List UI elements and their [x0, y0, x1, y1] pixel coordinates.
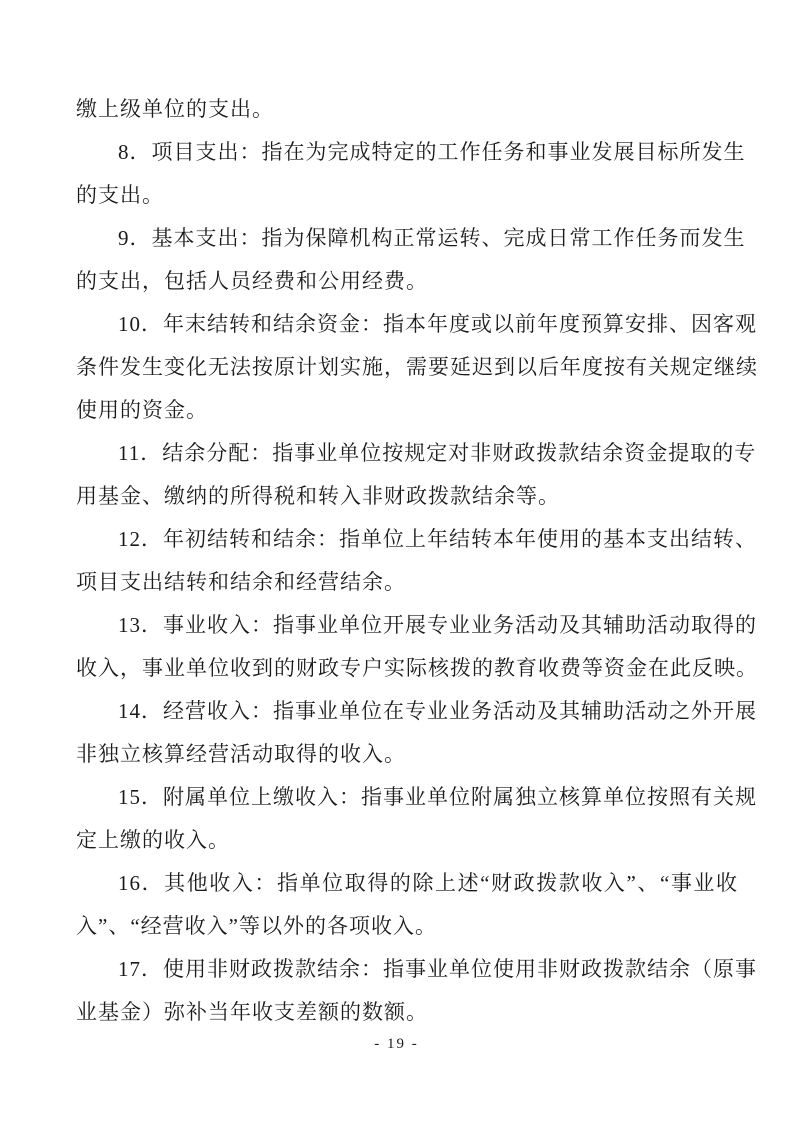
paragraph — [76, 776, 757, 862]
paragraph — [76, 604, 758, 690]
text-line: 8．项目支出：指在为完成特定的工作任务和事业发展目标所发生 — [118, 140, 746, 164]
paragraph — [76, 862, 738, 948]
text-line: 13．事业收入：指事业单位开展专业业务活动及其辅助活动取得的 — [118, 613, 757, 637]
text-line: 的支出，包括人员经费和公用经费。 — [76, 269, 428, 293]
text-line: 缴上级单位的支出。 — [76, 97, 274, 121]
text-line: 12．年初结转和结余：指单位上年结转本年使用的基本支出结转、 — [118, 527, 757, 551]
paragraph — [76, 690, 757, 776]
text-line: 10．年末结转和结余资金：指本年度或以前年度预算安排、因客观 — [118, 312, 757, 336]
text-line: 收入，事业单位收到的财政专户实际核拨的教育收费等资金在此反映。 — [76, 656, 758, 680]
paragraph — [76, 432, 757, 518]
text-line: 入”、“经营收入”等以外的各项收入。 — [76, 914, 437, 938]
paragraph — [76, 217, 746, 303]
paragraph — [76, 303, 758, 432]
text-line: 16．其他收入：指单位取得的除上述“财政拨款收入”、“事业收 — [118, 871, 738, 895]
page-number: - 19 - — [374, 1036, 419, 1052]
paragraph — [76, 948, 757, 1034]
paragraph — [76, 518, 757, 604]
text-line: 非独立核算经营活动取得的收入。 — [76, 742, 406, 766]
text-line: 使用的资金。 — [76, 398, 208, 422]
text-line: 11．结余分配：指事业单位按规定对非财政拨款结余资金提取的专 — [118, 441, 757, 465]
text-line: 业基金）弥补当年收支差额的数额。 — [76, 1000, 428, 1024]
paragraph — [76, 88, 738, 131]
text-line: 用基金、缴纳的所得税和转入非财政拨款结余等。 — [76, 484, 560, 508]
text-line: 定上缴的收入。 — [76, 828, 230, 852]
text-line: 14．经营收入：指事业单位在专业业务活动及其辅助活动之外开展 — [118, 699, 757, 723]
text-line: 15．附属单位上缴收入：指事业单位附属独立核算单位按照有关规 — [118, 785, 757, 809]
paragraph — [76, 131, 746, 217]
document-body — [76, 88, 758, 1034]
text-line: 9．基本支出：指为保障机构正常运转、完成日常工作任务而发生 — [118, 226, 746, 250]
text-line: 条件发生变化无法按原计划实施，需要延迟到以后年度按有关规定继续 — [76, 355, 758, 379]
text-line: 的支出。 — [76, 183, 164, 207]
text-line: 17．使用非财政拨款结余：指事业单位使用非财政拨款结余（原事 — [118, 957, 757, 981]
text-line: 项目支出结转和结余和经营结余。 — [76, 570, 406, 594]
